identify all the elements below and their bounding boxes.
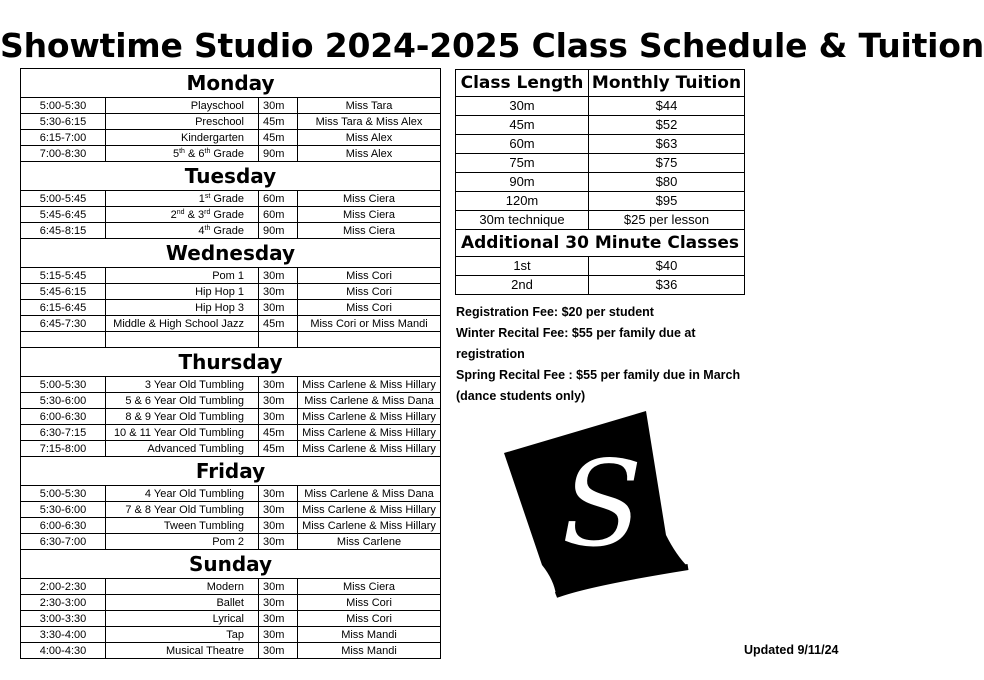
tuition-price: $80 [589,173,745,192]
ordinal-suffix: nd [176,208,185,216]
class-time: 5:45-6:15 [21,284,106,300]
class-time: 6:45-7:30 [21,316,106,332]
table-row [21,207,441,223]
class-time: 6:00-6:30 [21,518,106,534]
ordinal-suffix: th [204,224,211,232]
day-heading-wednesday: Wednesday [21,239,441,268]
table-row [21,332,441,348]
tuition-length: 30m technique [456,211,589,230]
class-time: 7:15-8:00 [21,441,106,457]
class-name: Ballet [106,595,259,611]
tuition-price: $44 [589,97,745,116]
ordinal-suffix: th [204,147,211,155]
class-length: 30m [259,611,298,627]
class-time: 2:00-2:30 [21,579,106,595]
class-time: 5:00-5:30 [21,98,106,114]
class-length: 30m [259,300,298,316]
class-teacher: Miss Cori [298,611,441,627]
class-length: 30m [259,377,298,393]
table-row [21,191,441,207]
tuition-price: $95 [589,192,745,211]
class-length: 45m [259,425,298,441]
table-row [456,154,745,173]
class-length-header: Class Length [456,70,589,97]
table-row [21,98,441,114]
class-name: Playschool [106,98,259,114]
class-name: Lyrical [106,611,259,627]
class-teacher: Miss Ciera [298,191,441,207]
table-row [21,611,441,627]
class-time: 5:30-6:15 [21,114,106,130]
table-row [21,146,441,162]
name-part: 5 [172,147,180,160]
monthly-tuition-header: Monthly Tuition [589,70,745,97]
class-time: 5:00-5:45 [21,191,106,207]
tuition-price: $36 [589,276,745,295]
table-row [21,595,441,611]
name-part: Grade [210,147,244,160]
class-time: 3:30-4:00 [21,627,106,643]
table-row [21,534,441,550]
day-header-row [21,457,441,486]
table-row [21,441,441,457]
class-length: 30m [259,534,298,550]
day-heading-sunday: Sunday [21,550,441,579]
ordinal-suffix: st [204,192,211,200]
tuition-price: $40 [589,257,745,276]
tuition-length: 2nd [456,276,589,295]
class-length: 30m [259,268,298,284]
table-row [456,173,745,192]
class-name: Pom 1 [106,268,259,284]
class-time: 5:00-5:30 [21,486,106,502]
tuition-price: $52 [589,116,745,135]
class-teacher: Miss Cori [298,300,441,316]
name-part: & 3 [184,208,205,221]
class-teacher: Miss Cori [298,595,441,611]
tuition-length: 1st [456,257,589,276]
class-teacher: Miss Carlene & Miss Hillary [298,409,441,425]
class-teacher: Miss Alex [298,130,441,146]
class-length: 45m [259,130,298,146]
table-row [456,135,745,154]
class-time: 6:15-6:45 [21,300,106,316]
day-header-row [21,162,441,191]
day-header-row [21,69,441,98]
class-name: Kindergarten [106,130,259,146]
class-teacher: Miss Cori [298,284,441,300]
class-name [106,332,259,348]
table-row [21,409,441,425]
day-heading-friday: Friday [21,457,441,486]
class-length: 30m [259,502,298,518]
class-length: 30m [259,486,298,502]
class-name: Tap [106,627,259,643]
class-time: 5:00-5:30 [21,377,106,393]
table-row [21,627,441,643]
table-row [21,223,441,239]
day-heading-tuesday: Tuesday [21,162,441,191]
class-name: 10 & 11 Year Old Tumbling [106,425,259,441]
table-row [456,97,745,116]
class-teacher: Miss Carlene & Miss Hillary [298,518,441,534]
registration-fee-note: Registration Fee: $20 per student [456,305,654,319]
class-name [106,207,259,223]
class-time: 6:00-6:30 [21,409,106,425]
class-length: 30m [259,98,298,114]
class-time: 2:30-3:00 [21,595,106,611]
table-row [21,502,441,518]
class-name [106,146,259,162]
tuition-length: 45m [456,116,589,135]
class-name: Tween Tumbling [106,518,259,534]
class-time: 7:00-8:30 [21,146,106,162]
class-teacher: Miss Ciera [298,579,441,595]
tuition-length: 30m [456,97,589,116]
table-row [21,377,441,393]
top-hat-logo [498,405,698,605]
name-part: 1 [198,192,205,205]
class-length: 30m [259,579,298,595]
class-time: 5:15-5:45 [21,268,106,284]
tuition-table [455,69,745,295]
tuition-length: 120m [456,192,589,211]
table-row [21,643,441,659]
class-name [106,223,259,239]
class-teacher: Miss Mandi [298,643,441,659]
class-name: Advanced Tumbling [106,441,259,457]
class-time: 5:45-6:45 [21,207,106,223]
class-length: 45m [259,316,298,332]
class-teacher: Miss Tara & Miss Alex [298,114,441,130]
ordinal-suffix: th [179,147,185,155]
class-teacher: Miss Carlene & Miss Hillary [298,441,441,457]
name-part: 4 [198,224,205,237]
class-time: 6:45-8:15 [21,223,106,239]
table-row [21,316,441,332]
class-teacher: Miss Carlene & Miss Hillary [298,425,441,441]
class-length: 30m [259,595,298,611]
class-teacher: Miss Alex [298,146,441,162]
tuition-price: $63 [589,135,745,154]
table-row [21,579,441,595]
class-length: 30m [259,643,298,659]
class-name: 3 Year Old Tumbling [106,377,259,393]
table-row [21,393,441,409]
table-row [21,518,441,534]
class-time: 5:30-6:00 [21,393,106,409]
ordinal-suffix: rd [204,208,211,216]
table-row [21,425,441,441]
table-row [21,268,441,284]
tuition-length: 90m [456,173,589,192]
class-time [21,332,106,348]
page-title: Showtime Studio 2024-2025 Class Schedule & Tuition [0,26,984,65]
class-name: 4 Year Old Tumbling [106,486,259,502]
spring-recital-fee-note: Spring Recital Fee : $55 per family due in March [456,368,741,382]
class-name [106,191,259,207]
class-name: Musical Theatre [106,643,259,659]
day-header-row [21,348,441,377]
day-header-row [21,550,441,579]
day-header-row [21,239,441,268]
class-name: Preschool [106,114,259,130]
class-name: Pom 2 [106,534,259,550]
additional-classes-header-row [456,230,745,257]
updated-date: Updated 9/11/24 [744,643,839,657]
class-teacher: Miss Tara [298,98,441,114]
class-length: 90m [259,146,298,162]
class-length: 90m [259,223,298,239]
schedule-table [20,68,441,659]
table-row [456,192,745,211]
class-time: 4:00-4:30 [21,643,106,659]
name-part: Grade [210,224,244,237]
class-name: 5 & 6 Year Old Tumbling [106,393,259,409]
table-row [21,284,441,300]
class-teacher: Miss Carlene & Miss Hillary [298,377,441,393]
class-name: Hip Hop 3 [106,300,259,316]
class-teacher: Miss Carlene [298,534,441,550]
day-heading-monday: Monday [21,69,441,98]
class-length: 60m [259,191,298,207]
table-row [21,300,441,316]
table-row [21,114,441,130]
class-name: 7 & 8 Year Old Tumbling [106,502,259,518]
additional-classes-heading: Additional 30 Minute Classes [456,230,745,257]
class-teacher: Miss Carlene & Miss Dana [298,393,441,409]
table-row [456,257,745,276]
class-time: 3:00-3:30 [21,611,106,627]
class-length: 60m [259,207,298,223]
table-row [21,486,441,502]
class-length: 45m [259,441,298,457]
class-name: Hip Hop 1 [106,284,259,300]
day-heading-thursday: Thursday [21,348,441,377]
class-length: 30m [259,627,298,643]
class-name: Middle & High School Jazz [106,316,259,332]
class-time: 6:30-7:00 [21,534,106,550]
name-part: & 6 [184,147,205,160]
tuition-price: $25 per lesson [589,211,745,230]
spring-recital-fee-note-cont: (dance students only) [456,389,586,403]
table-row [456,276,745,295]
class-time: 6:15-7:00 [21,130,106,146]
name-part: Grade [210,192,244,205]
class-teacher: Miss Cori [298,268,441,284]
table-row [456,116,745,135]
class-length: 30m [259,518,298,534]
class-length: 30m [259,284,298,300]
class-teacher: Miss Cori or Miss Mandi [298,316,441,332]
tuition-price: $75 [589,154,745,173]
class-teacher: Miss Carlene & Miss Dana [298,486,441,502]
logo-letter: S [561,435,643,573]
class-time: 5:30-6:00 [21,502,106,518]
name-part: 2 [170,208,177,221]
tuition-length: 75m [456,154,589,173]
fee-notes [456,302,756,407]
tuition-header-row [456,70,745,97]
class-length: 30m [259,393,298,409]
table-row [21,130,441,146]
class-teacher [298,332,441,348]
table-row [456,211,745,230]
name-part: Grade [210,208,244,221]
class-teacher: Miss Mandi [298,627,441,643]
class-length: 30m [259,409,298,425]
class-length: 45m [259,114,298,130]
class-teacher: Miss Ciera [298,223,441,239]
tuition-length: 60m [456,135,589,154]
class-teacher: Miss Ciera [298,207,441,223]
class-name: Modern [106,579,259,595]
winter-recital-fee-note: Winter Recital Fee: $55 per family due at [456,326,696,340]
class-teacher: Miss Carlene & Miss Hillary [298,502,441,518]
winter-recital-fee-note-cont: registration [456,347,525,361]
class-length [259,332,298,348]
class-name: 8 & 9 Year Old Tumbling [106,409,259,425]
class-time: 6:30-7:15 [21,425,106,441]
